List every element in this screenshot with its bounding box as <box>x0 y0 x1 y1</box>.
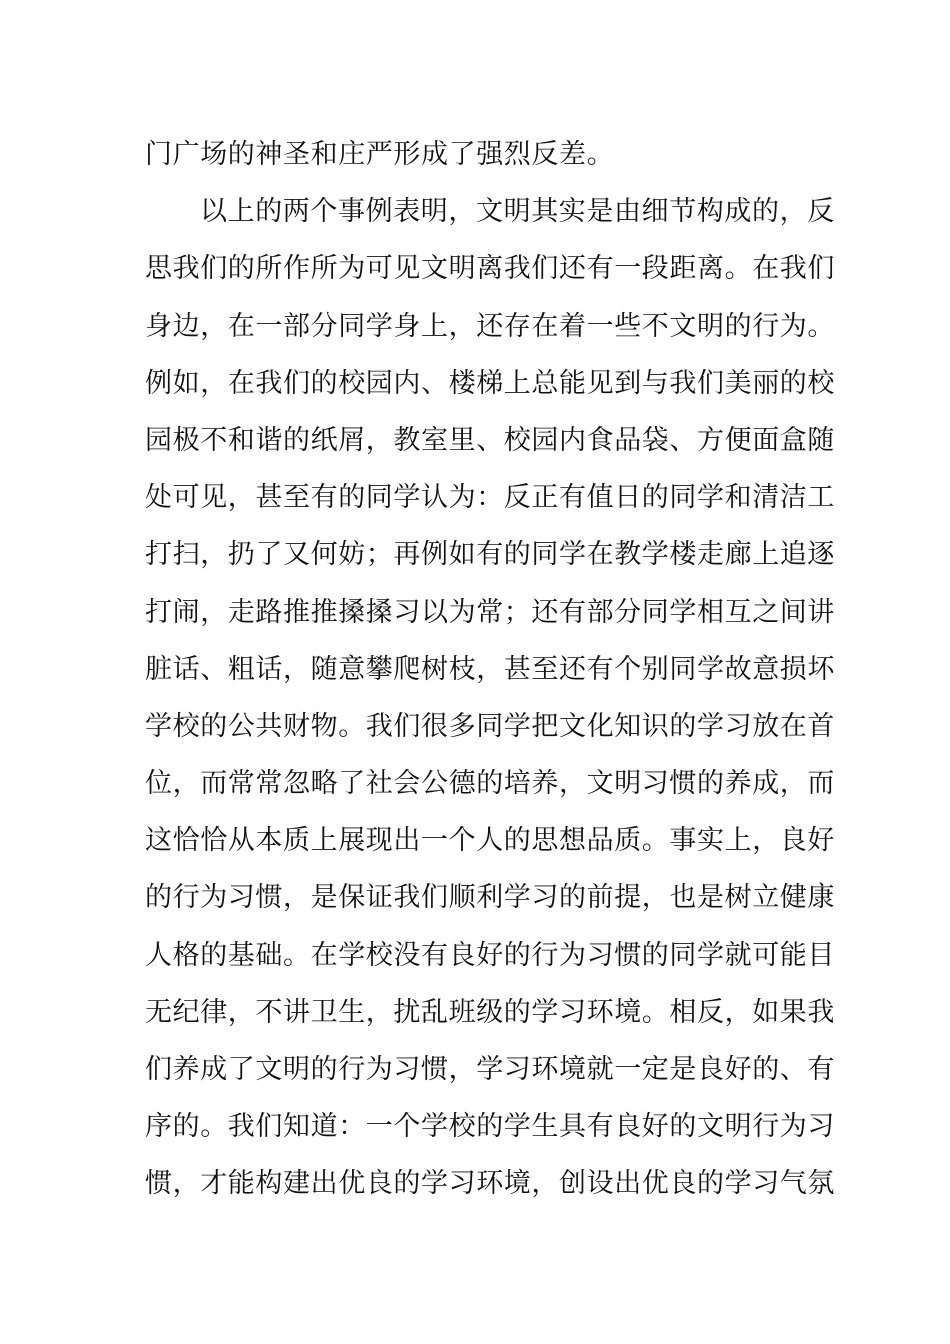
text-line: 学校的公共财物。我们很多同学把文化知识的学习放在首 <box>145 710 835 742</box>
text-line: 序的。我们知道：一个学校的学生具有良好的文明行为习 <box>145 1111 835 1143</box>
text-line: 无纪律，不讲卫生，扰乱班级的学习环境。相反，如果我 <box>145 996 835 1028</box>
text-line: 打扫，扔了又何妨；再例如有的同学在教学楼走廊上追逐 <box>145 539 835 571</box>
text-line: 园极不和谐的纸屑，教室里、校园内食品袋、方便面盒随 <box>145 424 835 456</box>
text-line: 身边，在一部分同学身上，还存在着一些不文明的行为。 <box>145 310 835 342</box>
text-line: 打闹，走路推推搡搡习以为常；还有部分同学相互之间讲 <box>145 596 835 628</box>
text-line: 人格的基础。在学校没有良好的行为习惯的同学就可能目 <box>145 939 835 971</box>
text-line: 处可见，甚至有的同学认为：反正有值日的同学和清洁工 <box>145 482 835 514</box>
text-line: 位，而常常忽略了社会公德的培养，文明习惯的养成，而 <box>145 768 835 800</box>
text-line: 的行为习惯，是保证我们顺利学习的前提，也是树立健康 <box>145 882 835 914</box>
text-line: 门广场的神圣和庄严形成了强烈反差。 <box>145 139 615 170</box>
text-line: 惯，才能构建出优良的学习环境，创设出优良的学习气氛 <box>145 1168 835 1200</box>
text-line: 以上的两个事例表明，文明其实是由细节构成的，反 <box>200 196 835 228</box>
text-line: 例如，在我们的校园内、楼梯上总能见到与我们美丽的校 <box>145 367 835 399</box>
body-text <box>145 126 835 1213</box>
text-line: 这恰恰从本质上展现出一个人的思想品质。事实上，良好 <box>145 825 835 857</box>
text-line: 脏话、粗话，随意攀爬树枝，甚至还有个别同学故意损坏 <box>145 653 835 685</box>
text-line: 思我们的所作所为可见文明离我们还有一段距离。在我们 <box>145 253 835 285</box>
text-line: 们养成了文明的行为习惯，学习环境就一定是良好的、有 <box>145 1054 835 1085</box>
